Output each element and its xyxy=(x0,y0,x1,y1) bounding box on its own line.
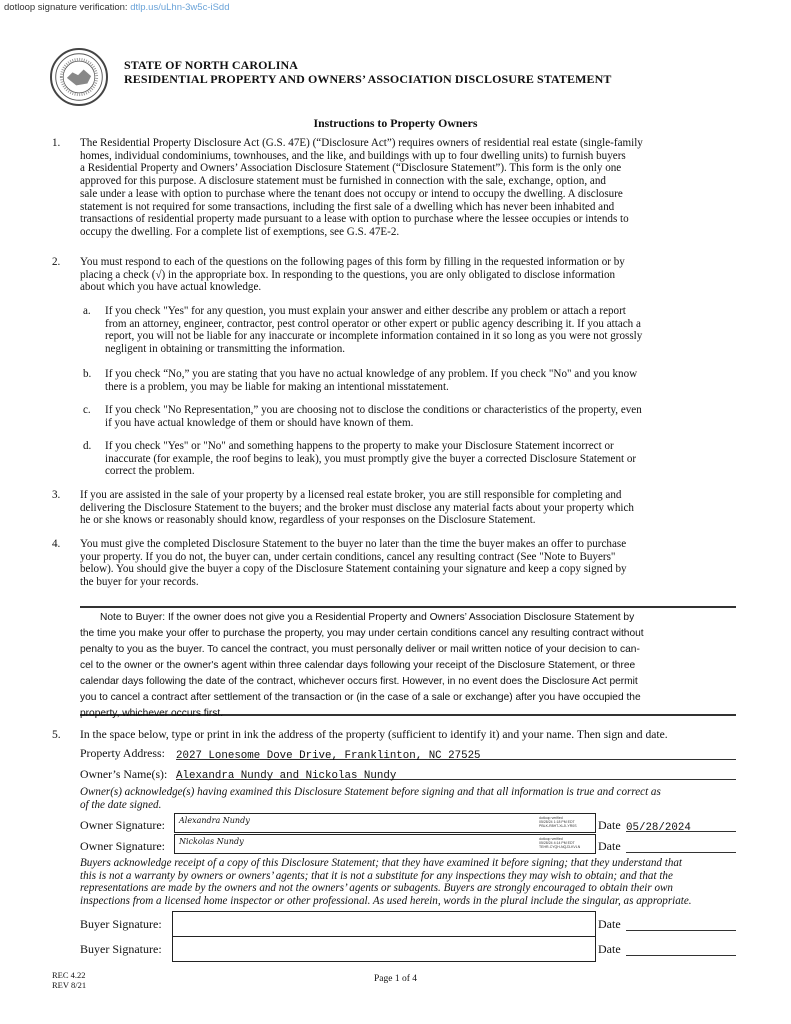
item-5-number: 5. xyxy=(52,728,61,741)
text-line: the buyer for your records. xyxy=(80,576,199,589)
text-line: about which you have actual knowledge. xyxy=(80,281,262,294)
note-line: the time you make your offer to purchase the property, you may under certain conditions cancel any resulting contract without xyxy=(80,628,644,639)
date-label: Date xyxy=(598,818,621,832)
owner-signature-1-stamp xyxy=(539,816,591,828)
text-line: report, you will not be liable for any inaccurate or incomplete information contained in it so long as you were not grossly xyxy=(105,330,643,343)
text-line: transactions of residential property made pursuant to a lease with option to purchase where the lessee occupies or intends to xyxy=(80,213,629,226)
item-d-label: d. xyxy=(83,440,92,452)
item-5-instruction: In the space below, type or print in ink the address of the property (sufficient to identify it) and your name. Then sign and date. xyxy=(80,728,668,741)
text-line: inaccurate (for example, the roof begins to leak), you must promptly give the buyer a corrected Disclosure Statement or xyxy=(105,452,637,465)
item-1-number: 1. xyxy=(52,137,61,149)
text-line: sale under a lease with option to purchase where the tenant does not occupy or intend to occupy the dwelling. A disclosure xyxy=(80,187,623,200)
owner-signature-2: Nickolas Nundy xyxy=(179,837,244,846)
page-number: Page 1 of 4 xyxy=(373,974,417,984)
form-rev: REV 8/21 xyxy=(52,980,87,990)
owners-name-label: Owner’s Name(s): xyxy=(80,767,168,781)
buyer-signature-1-box[interactable] xyxy=(172,911,596,937)
text-line: approved for this purpose. A disclosure statement must be furnished in connection with the sale, exchange, option, and xyxy=(80,175,606,188)
buyer-acknowledgement xyxy=(80,857,736,908)
note-line: you to cancel a contract after settlement of the transaction or (in the case of a sale or exchange) after you have occupied the xyxy=(80,692,641,703)
item-3-text xyxy=(80,489,736,527)
note-line: penalty to you as the buyer. To cancel the contract, you must personally deliver or mail written notice of your decision to can- xyxy=(80,644,640,655)
stamp-line: TEHR-CYQH-NQJ3-KVLN xyxy=(539,845,581,849)
text-line: from an attorney, engineer, contractor, pest control operator or other expert or public agency describing it. If you attach a xyxy=(105,317,641,330)
stamp-line: PBLK-R8HT-XLJI-YR0S xyxy=(539,824,577,828)
realtor-seal-icon xyxy=(50,48,108,106)
property-address-value: 2027 Lonesome Dove Drive, Franklinton, NC 27525 xyxy=(176,750,481,762)
text-line: You must give the completed Disclosure Statement to the buyer no later than the time the buyer makes an offer to purchase xyxy=(80,538,627,550)
date-label: Date xyxy=(598,839,621,853)
text-line: inspections from a licensed home inspector or other professional. As used herein, words in the plural include the singular, as appropriate. xyxy=(80,895,692,908)
stamp-line: dotloop verified xyxy=(539,837,563,841)
property-address-label: Property Address: xyxy=(80,746,165,760)
verification-label: dotloop signature verification: xyxy=(4,2,128,13)
text-line: homes, individual condominiums, townhouses, and the like, and buildings with up to four dwelling units) to furnish buyers xyxy=(80,149,626,162)
text-line: this is not a warranty by owners or owners’ agents; that it is not a substitute for any inspections they may wish to obtain; and that the xyxy=(80,869,673,882)
item-2-number: 2. xyxy=(52,256,61,268)
verification-link[interactable]: dtlp.us/uLhn-3w5c-iSdd xyxy=(130,2,230,13)
note-line: property, whichever occurs first. xyxy=(80,708,224,719)
buyer-date-1-field[interactable] xyxy=(626,916,736,931)
text-line: he or she knows or reasonably should know, regardless of your responses on the Disclosure Statement. xyxy=(80,514,536,527)
owner-signature-label: Owner Signature: xyxy=(80,839,165,853)
text-line: a Residential Property and Owners’ Association Disclosure Statement (“Disclosure Statement”). This form is the only one xyxy=(80,162,622,175)
text-line: correct the problem. xyxy=(105,465,195,478)
text-line: If you are assisted in the sale of your property by a licensed real estate broker, you are still responsible for completing and xyxy=(80,489,622,501)
item-b-text xyxy=(105,368,736,393)
stamp-line: 05/28/24 4:14 PM EDT xyxy=(539,841,575,845)
text-line: there is a problem, you may be liable for making an intentional misstatement. xyxy=(105,380,449,393)
item-a-label: a. xyxy=(83,305,91,317)
text-line: Owner(s) acknowledge(s) having examined this Disclosure Statement before signing and that all information is true and correct as xyxy=(80,786,661,798)
date-1-value: 05/28/2024 xyxy=(626,822,691,834)
buyer-signature-label: Buyer Signature: xyxy=(80,917,162,931)
owner-signature-2-stamp xyxy=(539,837,591,849)
item-d-text xyxy=(105,440,736,478)
owner-signature-1-box[interactable] xyxy=(174,813,596,833)
item-1-text xyxy=(80,137,736,239)
text-line: placing a check (√) in the appropriate box. In responding to the questions, you are only obligated to disclose information xyxy=(80,268,616,281)
stamp-line: dotloop verified xyxy=(539,816,563,820)
text-line: delivering the Disclosure Statement to the buyers; and the broker must disclose any material facts about your property which xyxy=(80,501,634,514)
text-line: If you check “No,” you are stating that you have no actual knowledge of any problem. If you check "No" and you know xyxy=(105,368,638,380)
owner-signature-1: Alexandra Nundy xyxy=(179,816,250,825)
note-line: cel to the owner or the owner's agent within three calendar days following your receipt of the Disclosure Statement, or three xyxy=(80,660,636,671)
note-to-buyer-box xyxy=(80,606,736,719)
text-line: below). You should give the buyer a copy of the Disclosure Statement containing your signature and keep a copy signed by xyxy=(80,563,627,576)
text-line: If you check "Yes" for any question, you must explain your answer and either describe any problem or attach a report xyxy=(105,305,626,317)
owners-name-field[interactable] xyxy=(176,765,736,780)
text-line: Buyers acknowledge receipt of a copy of this Disclosure Statement; that they have examined it before signing; that they understand that xyxy=(80,857,683,869)
item-4-number: 4. xyxy=(52,538,61,550)
item-2-text xyxy=(80,256,736,294)
text-line: representations are made by the owners and not the owners’ agents or subagents. Buyers are strongly encouraged to obtain their own xyxy=(80,882,673,895)
owners-name-value: Alexandra Nundy and Nickolas Nundy xyxy=(176,770,397,782)
text-line: if you have actual knowledge of them or should have known of them. xyxy=(105,416,414,429)
stamp-line: 05/28/24 1:18 PM EDT xyxy=(539,820,575,824)
item-c-label: c. xyxy=(83,404,91,416)
date-2-field[interactable] xyxy=(626,838,736,853)
text-line: of the date signed. xyxy=(80,798,162,811)
text-line: You must respond to each of the questions on the following pages of this form by filling in the requested information or by xyxy=(80,256,625,268)
note-line: Note to Buyer: If the owner does not give you a Residential Property and Owners’ Association Disclosure Statement by xyxy=(100,612,635,623)
header-form-title: RESIDENTIAL PROPERTY AND OWNERS’ ASSOCIATION DISCLOSURE STATEMENT xyxy=(124,72,612,86)
buyer-signature-2-box[interactable] xyxy=(172,936,596,962)
date-label: Date xyxy=(598,917,621,931)
text-line: The Residential Property Disclosure Act (G.S. 47E) (“Disclosure Act”) requires owners of residential real estate (single-family xyxy=(80,137,643,149)
text-line: negligent in obtaining or transmitting the information. xyxy=(105,343,346,356)
item-a-text xyxy=(105,305,736,356)
item-b-label: b. xyxy=(83,368,92,380)
text-line: If you check "Yes" or "No" and something happens to the property to make your Disclosure Statement incorrect or xyxy=(105,440,614,452)
owner-signature-2-box[interactable] xyxy=(174,834,596,854)
form-rec: REC 4.22 xyxy=(52,970,86,980)
buyer-signature-label: Buyer Signature: xyxy=(80,942,162,956)
item-4-text xyxy=(80,538,736,589)
verification-bar xyxy=(4,2,230,13)
owner-acknowledgement xyxy=(80,786,736,811)
text-line: statement is not required for some transactions, including the first sale of a dwelling which has never been inhabited and xyxy=(80,200,615,213)
date-label: Date xyxy=(598,942,621,956)
item-3-number: 3. xyxy=(52,489,61,501)
header-state: STATE OF NORTH CAROLINA xyxy=(124,58,299,72)
property-address-field[interactable] xyxy=(176,745,736,760)
instructions-title: Instructions to Property Owners xyxy=(313,116,478,130)
item-c-text xyxy=(105,404,736,429)
note-line: calendar days following the date of the contract, whichever occurs first. However, in no event does the Disclosure Act permit xyxy=(80,676,638,687)
text-line: If you check "No Representation,” you are choosing not to disclose the conditions or characteristics of the property, even xyxy=(105,404,642,416)
date-1-field[interactable] xyxy=(626,817,736,832)
owner-signature-label: Owner Signature: xyxy=(80,818,165,832)
text-line: occupy the dwelling. For a complete list of exemptions, see G.S. 47E-2. xyxy=(80,225,400,238)
text-line: your property. If you do not, the buyer can, under certain conditions, cancel any resulting contract (See "Note to Buyers" xyxy=(80,550,616,563)
buyer-date-2-field[interactable] xyxy=(626,941,736,956)
